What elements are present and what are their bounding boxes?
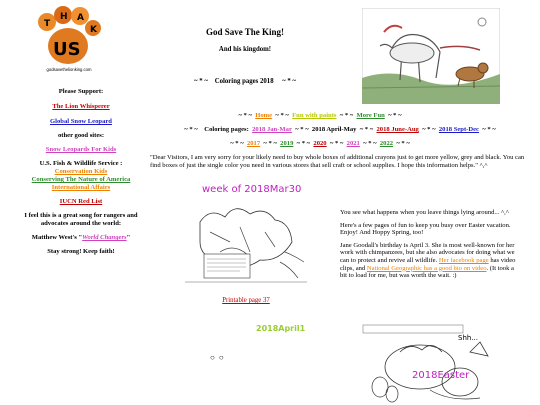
natgeo-link[interactable]: National Geographic has a good bio on video (366, 264, 487, 272)
sept-dec-link[interactable]: 2018 Sept-Dec (438, 126, 479, 133)
year-2021-link[interactable]: 2021 (346, 140, 360, 147)
matthew-prefix: Matthew West's " (31, 234, 83, 241)
usfws-label: U.S. Fish & Wildlife Service : (39, 160, 123, 167)
nav-row-1 (190, 112, 450, 119)
lion-whisperer-link[interactable]: The Lion Whisperer (52, 103, 110, 110)
paw-logo-icon (35, 6, 101, 74)
nav-separator: ~ * ~ (230, 140, 244, 147)
nav-separator: ~ * ~ (422, 126, 436, 133)
nav-separator: ~ * ~ (263, 140, 277, 147)
conserving-nature-link[interactable]: Conserving The Nature of America (31, 176, 131, 183)
stay-strong-text: Stay strong! Keep faith! (47, 248, 115, 255)
right-text-paragraph3 (340, 242, 518, 280)
printable-link-wrap (180, 297, 312, 304)
matthew-west-line (22, 234, 140, 242)
coloring-page-image[interactable] (180, 182, 312, 292)
matthew-suffix: " (126, 234, 131, 241)
april-label: 2018April1 (256, 324, 306, 333)
easter-speech: Shh... (458, 334, 478, 342)
svg-text:K: K (90, 25, 97, 35)
nav-separator: ~ * ~ (388, 112, 402, 119)
horse-dog-drawing (362, 8, 500, 104)
snow-leopards-kids-link[interactable]: Snow Leopards For Kids (45, 146, 117, 153)
more-fun-link[interactable]: More Fun (356, 112, 385, 119)
svg-text:A: A (77, 13, 84, 23)
home-link[interactable]: Home (255, 112, 273, 119)
logo-text: godsavethelionking.com (46, 67, 92, 72)
iucn-link[interactable]: IUCN Red List (59, 198, 103, 205)
week-caption: week of 2018Mar30 (202, 184, 302, 195)
printable-page-link[interactable]: Printable page 37 (222, 297, 270, 304)
year-2019-link[interactable]: 2019 (280, 140, 294, 147)
conservation-kids-link[interactable]: Conservation Kids (54, 168, 108, 175)
easter-coloring-image[interactable] (360, 322, 500, 405)
year-2022-link[interactable]: 2022 (379, 140, 394, 147)
year-2020-link[interactable]: 2020 (313, 140, 327, 147)
svg-text:US: US (53, 39, 81, 60)
crayon-notice: "Dear Visitors, I am very sorry for your likely need to buy whole boxes of additional crayons just to get more yellow, grey and black. You can find boxes of just the single color you need in various stores that sell craft or school supplies. I hope this information helps." ^,^ (150, 154, 525, 169)
nav-separator: ~ * ~ (295, 126, 309, 133)
jan-mar-link[interactable]: 2018 Jan-Mar (252, 126, 292, 133)
svg-text:T: T (44, 19, 51, 29)
site-logo[interactable] (35, 6, 101, 74)
left-sidebar (22, 6, 140, 256)
nav-separator: ~ * ~ (396, 140, 410, 147)
nav-separator: ~ * ~ (359, 126, 374, 133)
loading-dots: ○ ○ (210, 353, 224, 362)
international-affairs-link[interactable]: International Affairs (51, 184, 111, 191)
great-song-text: I feel this is a great song for rangers and advocates around the world: (24, 212, 138, 227)
right-text-line2: Here's a few pages of fun to keep you busy over Easter vacation. Enjoy! And Hoppy Spring, too! (340, 221, 511, 237)
nav-separator: ~ * ~ (275, 112, 289, 119)
apr-may-current: 2018 April-May (311, 126, 357, 133)
world-changers-link[interactable]: World Changers (82, 234, 127, 241)
right-text-line1: You see what happens when you leave things lying around... ^,^ (340, 209, 509, 216)
facebook-link[interactable]: Her facebook page (438, 256, 489, 264)
page-title: God Save The King! (205, 27, 285, 37)
goodall-text-mid: has video clips, and (340, 256, 516, 272)
nav-separator: ~ * ~ (238, 112, 252, 119)
coloring-pages-label: ~ * ~ Coloring pages: (184, 126, 249, 133)
nav-separator: ~ * ~ (363, 140, 377, 147)
nav-separator: ~ * ~ (339, 112, 354, 119)
coloring-pages-heading: ~ * ~ Coloring pages 2018 ~ * ~ (194, 78, 296, 85)
nav-row-2 (150, 126, 530, 133)
right-text-block (340, 209, 518, 280)
page-subtitle: And his kingdom! (218, 46, 272, 53)
global-snow-leopard-link[interactable]: Global Snow Leopard (50, 118, 112, 125)
goodall-text: Jane Goodall's birthday is April 3. She is most well-known for her work with chimpanzees, but she also advocates for doing what we can to protect and revive all wildlife. (340, 241, 515, 264)
fun-with-paints-link[interactable]: Fun with paints (292, 112, 337, 119)
nav-separator: ~ * ~ (329, 140, 344, 147)
please-support-label: Please Support: (58, 88, 104, 95)
other-sites-label: other good sites: (57, 132, 105, 139)
year-2017-link[interactable]: 2017 (246, 140, 261, 147)
nav-row-3 (190, 140, 450, 147)
goodall-text-end: . (It took a bit to load for me, but was worth the wait. :) (340, 264, 514, 280)
easter-label: 2018Easter (412, 370, 470, 381)
nav-separator: ~ * ~ (296, 140, 311, 147)
june-aug-link[interactable]: 2018 June-Aug (376, 126, 419, 133)
svg-text:H: H (60, 12, 68, 22)
nav-separator: ~ * ~ (482, 126, 496, 133)
